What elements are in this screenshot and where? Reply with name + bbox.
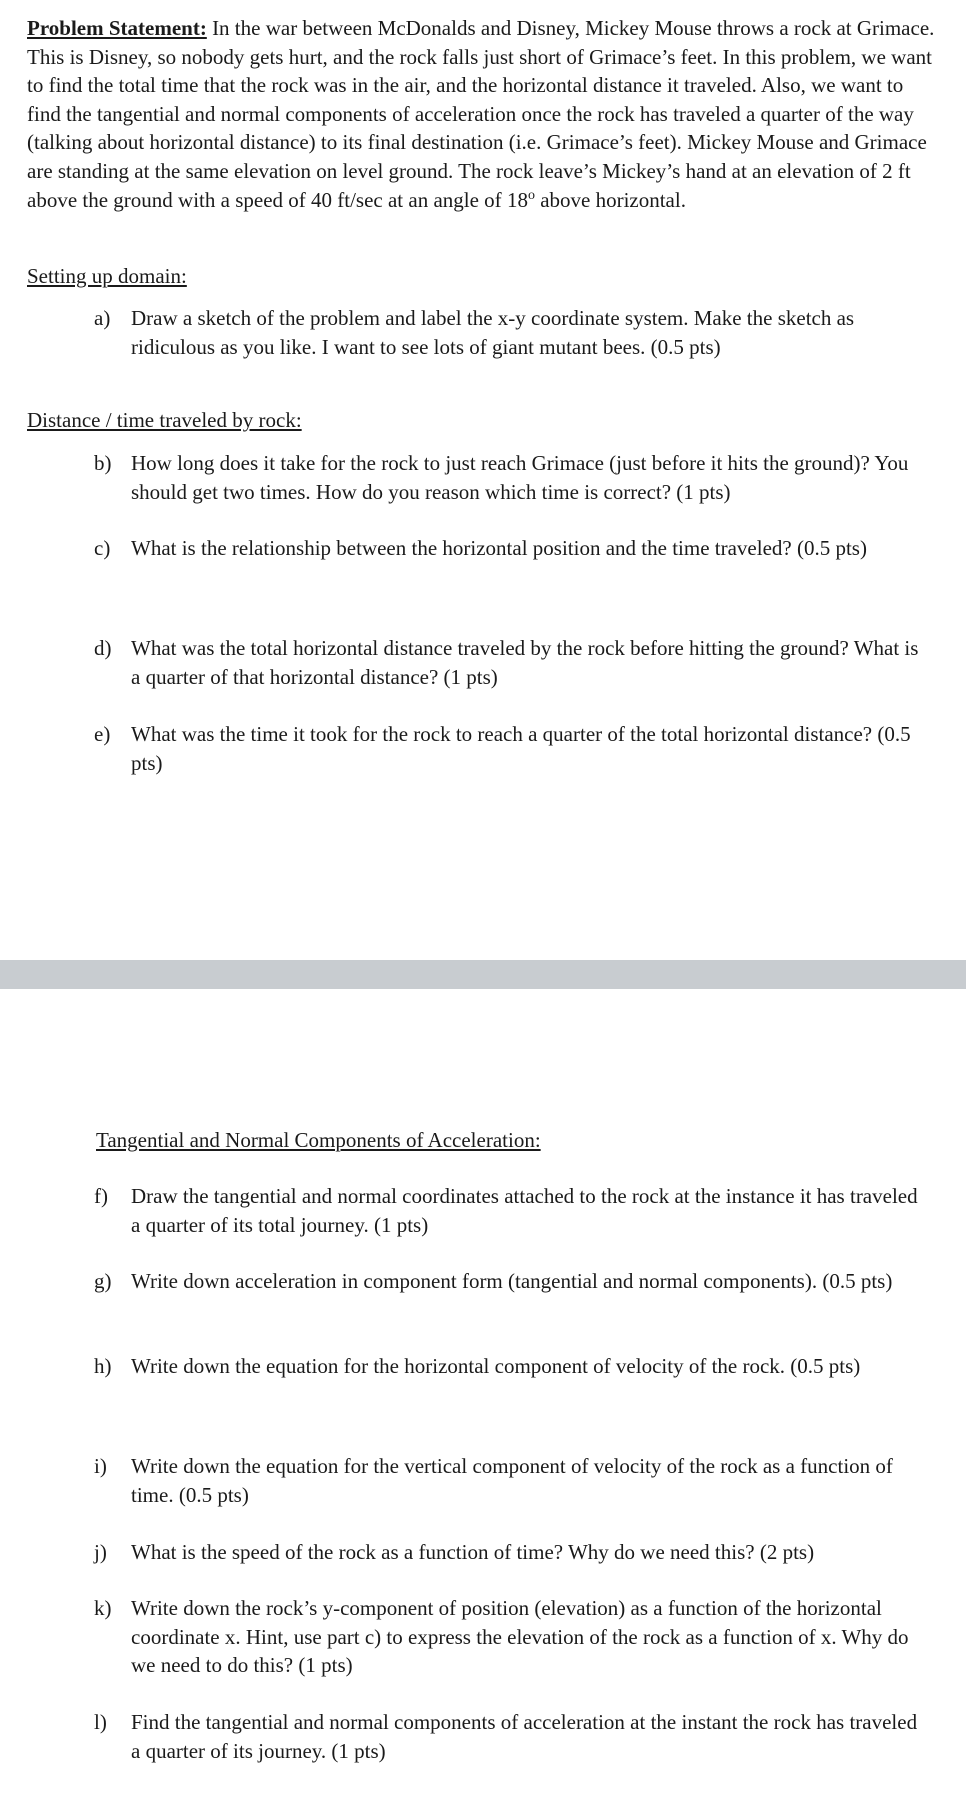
question-label: k) — [94, 1596, 112, 1620]
question-e — [94, 720, 924, 777]
question-b — [94, 449, 924, 506]
question-j — [94, 1538, 924, 1567]
question-text: Write down the rock’s y-component of position (elevation) as a function of the horizontal coordinate x. Hint, use part c) to express the elevation of the rock as a function of x. Why do we need to do this? (1 pts) — [131, 1596, 909, 1678]
question-d — [94, 634, 924, 691]
question-text: Draw the tangential and normal coordinates attached to the rock at the instance it has traveled a quarter of its total journey. (1 pts) — [131, 1184, 918, 1237]
question-label: b) — [94, 451, 112, 475]
section-distance-heading: Distance / time traveled by rock: — [27, 408, 302, 432]
question-text: Write down the equation for the vertical component of velocity of the rock as a function of time. (0.5 pts) — [131, 1454, 893, 1507]
question-text: Write down acceleration in component form (tangential and normal components). (0.5 pts) — [131, 1269, 893, 1293]
question-g — [94, 1267, 924, 1296]
question-h — [94, 1352, 924, 1381]
question-label: g) — [94, 1269, 112, 1293]
question-label: f) — [94, 1184, 108, 1208]
question-text: Draw a sketch of the problem and label the x-y coordinate system. Make the sketch as ridiculous as you like. I want to see lots of giant mutant bees. (0.5 pts) — [131, 306, 855, 359]
question-c — [94, 534, 924, 563]
problem-statement-lead: Problem Statement: — [27, 16, 207, 40]
question-label: c) — [94, 536, 111, 560]
section-tangential-heading: Tangential and Normal Components of Acceleration: — [96, 1128, 541, 1152]
question-label: i) — [94, 1454, 107, 1478]
question-label: a) — [94, 306, 111, 330]
question-i — [94, 1452, 924, 1509]
question-text: What is the relationship between the horizontal position and the time traveled? (0.5 pts) — [131, 536, 867, 560]
question-text: How long does it take for the rock to just reach Grimace (just before it hits the ground)? You should get two times. How do you reason which time is correct? (1 pts) — [131, 451, 909, 504]
problem-statement-end: above horizontal. — [534, 187, 686, 212]
question-text: What is the speed of the rock as a function of time? Why do we need this? (2 pts) — [131, 1540, 815, 1564]
angle-value: 18 — [506, 187, 528, 212]
problem-statement — [27, 14, 939, 214]
question-label: e) — [94, 722, 111, 746]
question-text: What was the total horizontal distance traveled by the rock before hitting the ground? What is a quarter of that horizontal distance? (1 pts) — [131, 636, 919, 689]
question-label: j) — [94, 1540, 107, 1564]
question-label: d) — [94, 636, 112, 660]
question-text: Find the tangential and normal components of acceleration at the instant the rock has traveled a quarter of its journey. (1 pts) — [131, 1710, 918, 1763]
question-l — [94, 1708, 924, 1765]
angle-unit: o — [527, 187, 535, 203]
question-f — [94, 1182, 924, 1239]
page-divider — [0, 960, 966, 989]
section-setup-heading: Setting up domain: — [27, 264, 187, 288]
question-text: What was the time it took for the rock to reach a quarter of the total horizontal distance? (0.5 pts) — [131, 722, 911, 775]
question-k — [94, 1594, 924, 1680]
question-text: Write down the equation for the horizontal component of velocity of the rock. (0.5 pts) — [131, 1354, 861, 1378]
question-a — [94, 304, 924, 361]
question-label: l) — [94, 1710, 107, 1734]
problem-statement-text: In the war between McDonalds and Disney, Mickey Mouse throws a rock at Grimace. This is Disney, so nobody gets hurt, and the rock falls just short of Grimace’s feet. In this problem, we want to find the total time that the rock was in the air, and the horizontal distance it traveled. Also, we want to find the tangential and normal components of acceleration once the rock has traveled a quarter of the way (talking about horizontal distance) to its final destination (i.e. Grimace’s feet). Mickey Mouse and Grimace are standing at the same elevation on level ground. The rock leave’s Mickey’s hand at an elevation of 2 ft above the ground with a speed of 40 ft/sec at an angle of — [27, 16, 935, 212]
question-label: h) — [94, 1354, 112, 1378]
